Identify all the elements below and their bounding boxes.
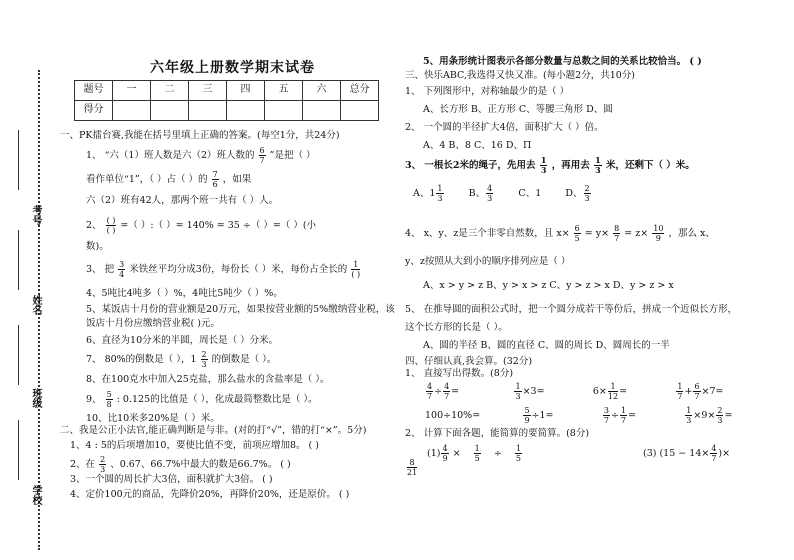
judge-q2 bbox=[70, 455, 291, 474]
frac-num: 6 bbox=[574, 224, 580, 233]
frac-one-third bbox=[594, 156, 602, 175]
frac-den: 9 bbox=[655, 234, 661, 243]
frac-one-third bbox=[514, 382, 521, 401]
frac-one-fifth bbox=[515, 444, 522, 463]
right-column bbox=[405, 54, 790, 554]
frac-den: 3 bbox=[487, 194, 493, 203]
frac-num: 1 bbox=[608, 382, 618, 392]
calc-row-2 bbox=[425, 406, 732, 425]
choice-q5-line2: 这个长方形的长是（ ）。 bbox=[405, 322, 508, 333]
judge-q3: 3、一个圆的周长扩大3倍，面积就扩大3倍。 ( ) bbox=[70, 474, 273, 485]
frac-num: 7 bbox=[212, 170, 218, 179]
choice-q4-line2: y、z按照从大到小的顺序排列应是（ ） bbox=[405, 256, 571, 267]
score-table bbox=[74, 80, 379, 121]
frac-den: 7 bbox=[259, 156, 265, 165]
frac-eight-sevenths bbox=[613, 224, 620, 243]
calc-expr: 100÷10%= bbox=[425, 410, 481, 421]
frac-num: 2 bbox=[201, 350, 207, 359]
frac-four-thirds bbox=[486, 184, 493, 203]
frac-den: 3 bbox=[686, 416, 692, 425]
frac-num: 4 bbox=[487, 184, 493, 193]
q3-text: 米铁丝平均分成3份，每份长（ ）米，每份占全长的 bbox=[129, 264, 348, 275]
calc-expr: ×7= bbox=[701, 386, 724, 397]
calc-row-1 bbox=[425, 382, 724, 401]
q4-line: 4、5吨比4吨多（ ）%，4吨比5吨少（ ）%。 bbox=[86, 288, 283, 299]
frac-num: ( ) bbox=[106, 216, 116, 225]
q1-line2 bbox=[86, 170, 251, 189]
q8-line: 8、在100克水中加入25克盐，那么盐水的含盐率是（ ）。 bbox=[86, 374, 330, 385]
calc-part2-heading: 2、 计算下面各题，能简算的要简算。(8分) bbox=[405, 428, 590, 439]
frac-den: 9 bbox=[524, 416, 530, 425]
op-times: × bbox=[452, 448, 461, 459]
frac-three-quarters bbox=[118, 260, 125, 279]
frac-den: 5 bbox=[474, 454, 480, 463]
q2-line2: 数)。 bbox=[86, 241, 109, 252]
frac-four-sevenths bbox=[710, 444, 717, 463]
section-4-heading: 四、仔细认真,我会算。(32分) bbox=[405, 356, 533, 367]
q1-text: ，如果 bbox=[222, 174, 252, 185]
calc-problem-3: (3) (15 − 14× $\frac{4}{7}$ )× bbox=[643, 444, 731, 463]
choice-text: ，再用去 bbox=[551, 160, 590, 171]
q1-line1 bbox=[86, 146, 316, 165]
frac-den: 6 bbox=[212, 180, 218, 189]
q10-line: 10、比10米多20%是（ ）米。 bbox=[86, 413, 220, 424]
frac-den: 3 bbox=[584, 194, 590, 203]
q9-text: : 0.125的比值是（ ），化成最简整数比是（ ）。 bbox=[116, 394, 318, 405]
frac-num: 3 bbox=[603, 406, 609, 415]
score-cell[interactable] bbox=[113, 101, 151, 121]
frac-two-thirds bbox=[716, 406, 723, 425]
frac-den: 7 bbox=[711, 454, 717, 463]
frac-one-seventh: $\frac{1}{7}$ bbox=[620, 406, 626, 425]
frac-den: 7 bbox=[603, 416, 609, 425]
option-a: A、1 bbox=[413, 188, 436, 199]
frac-five-ninths bbox=[523, 406, 530, 425]
binding-margin bbox=[6, 70, 50, 550]
q3-line bbox=[86, 260, 361, 279]
op-equals: = bbox=[451, 386, 460, 397]
choice-q2-options[interactable]: A、4 B、8 C、16 D、Π bbox=[423, 140, 532, 151]
option-d: D、 bbox=[565, 188, 583, 199]
frac-num: 6 bbox=[694, 382, 700, 391]
frac-num: 1 bbox=[353, 260, 359, 269]
frac-den: 7 bbox=[694, 392, 700, 401]
frac-num: 5 bbox=[106, 390, 112, 399]
frac-den: 5 bbox=[574, 234, 580, 243]
frac-den: ( ) bbox=[106, 226, 116, 235]
score-cell[interactable] bbox=[303, 101, 341, 121]
judge-q1: 1、4 : 5的后项增加10，要使比值不变，前项应增加8。 ( ) bbox=[70, 440, 319, 451]
frac-den: 4 bbox=[119, 270, 125, 279]
q2-line1 bbox=[86, 216, 316, 235]
q1-text: ”是把（ ） bbox=[269, 150, 316, 161]
calc-expr: ×3= bbox=[522, 386, 545, 397]
frac-one-fifth bbox=[474, 444, 481, 463]
score-value-row bbox=[75, 101, 379, 121]
frac-two-thirds bbox=[99, 455, 106, 474]
calc-expr: ÷1= bbox=[531, 410, 554, 421]
frac-den: ( ) bbox=[351, 270, 361, 279]
left-column bbox=[60, 58, 395, 553]
choice-text: 4、 x、y、z是三个非零自然数，且 x× bbox=[405, 228, 570, 239]
op-equals: = bbox=[619, 386, 628, 397]
score-cell[interactable] bbox=[151, 101, 189, 121]
frac-den: 12 bbox=[607, 392, 619, 401]
frac-den: 3 bbox=[515, 392, 521, 401]
frac-den: 3 bbox=[595, 165, 601, 175]
q7-text: 的倒数是（ ）。 bbox=[211, 354, 277, 365]
frac-four-sevenths bbox=[443, 382, 450, 401]
op-equals: = bbox=[724, 410, 733, 421]
q1-text: 1、 “六（1）班人数是六（2）班人数的 bbox=[86, 150, 255, 161]
frac-den: 8 bbox=[106, 400, 112, 409]
frac-blank[interactable] bbox=[106, 216, 117, 235]
page-title: 六年级上册数学期末试卷 bbox=[150, 60, 315, 76]
q6-line: 6、直径为10分米的半圆，周长是（ ）分米。 bbox=[86, 335, 279, 346]
q1-text: 看作单位“1”，（ ）占（ ）的 bbox=[86, 174, 208, 185]
frac-den: 3 bbox=[540, 165, 547, 175]
class-label: 班级 bbox=[30, 388, 41, 408]
frac-num: 2 bbox=[717, 406, 723, 415]
frac-num: 10 bbox=[653, 224, 664, 233]
frac-num: 1 bbox=[595, 155, 601, 165]
score-header-cell: 二 bbox=[151, 81, 189, 101]
frac-num: 2 bbox=[584, 184, 590, 193]
frac-six-fifths bbox=[574, 224, 581, 243]
choice-text: = z× bbox=[624, 228, 649, 239]
score-header-cell: 四 bbox=[227, 81, 265, 101]
q1-line3: 六（2）班有42人，那两个班一共有（ ）人。 bbox=[86, 195, 279, 206]
calc-problem-1 bbox=[427, 444, 523, 463]
frac-one-seventh: $\frac{1}{7}$ bbox=[677, 382, 683, 401]
score-cell[interactable] bbox=[265, 101, 303, 121]
score-header-cell: 一 bbox=[113, 81, 151, 101]
choice-text: = y× bbox=[584, 228, 610, 239]
score-header-cell: 三 bbox=[189, 81, 227, 101]
frac-eight-twentyfirsts bbox=[407, 458, 417, 477]
section-1-heading: 一、PK擂台赛,我能在括号里填上正确的答案。(每空1分，共24分) bbox=[60, 130, 340, 141]
judge-q5: 5、用条形统计图表示各部分数量与总数之间的关系比较恰当。 ( ) bbox=[423, 56, 702, 67]
frac-den: 3 bbox=[437, 194, 443, 203]
frac-num: 1 bbox=[437, 184, 443, 193]
choice-q3 bbox=[405, 156, 695, 175]
frac-one-third bbox=[436, 184, 443, 203]
op-plus: + bbox=[684, 386, 693, 397]
frac-num: 8 bbox=[407, 458, 417, 468]
q2-text: =（ ）:（ ）= 140% = 35 ÷（ ）=（ ）(小 bbox=[120, 220, 317, 231]
score-header-cell: 五 bbox=[265, 81, 303, 101]
choice-q1-options[interactable]: A、长方形 B、正方形 C、等腰三角形 D、圆 bbox=[423, 104, 613, 115]
choice-q4-options[interactable]: A、x > y > z B、y > x > z C、y > z > x D、y > z > x bbox=[423, 280, 674, 291]
frac-num: 5 bbox=[524, 406, 530, 415]
name-label: 姓名 bbox=[30, 295, 41, 315]
judge-text: 、0.67、66.7%中最大的数是66.7%。 ( ) bbox=[110, 459, 291, 470]
choice-q5-options[interactable]: A、圆的半径 B、圆的直径 C、圆的周长 D、圆周长的一半 bbox=[423, 340, 670, 351]
op-divide: ÷ bbox=[493, 448, 502, 459]
score-cell[interactable] bbox=[341, 101, 379, 121]
exam-number-blank[interactable] bbox=[18, 130, 19, 190]
score-header-cell: 六 bbox=[303, 81, 341, 101]
calc-expr: ×9× bbox=[693, 410, 716, 421]
choice-q4-line1 bbox=[405, 224, 715, 243]
choice-text: 米，还剩下（ ）米。 bbox=[605, 160, 695, 171]
q9-text: 9、 bbox=[86, 394, 102, 405]
frac-six-sevenths bbox=[259, 146, 266, 165]
frac-num: 1 bbox=[686, 406, 692, 415]
choice-q1: 1、 下列图形中，对称轴最少的是（ ） bbox=[405, 86, 570, 97]
calc-expr: 6× bbox=[592, 386, 607, 397]
score-cell[interactable] bbox=[227, 101, 265, 121]
section-3-heading: 三、快乐ABC,我选得又快又准。(每小题2分，共10分) bbox=[405, 70, 636, 81]
school-blank[interactable] bbox=[18, 420, 19, 480]
frac-six-sevenths bbox=[693, 382, 700, 401]
frac-num: 1 bbox=[515, 444, 521, 453]
q3-text: 3、 把 bbox=[86, 264, 115, 275]
problem-number: (1) bbox=[427, 448, 441, 459]
frac-den: 7 bbox=[614, 234, 620, 243]
section-2-heading: 二、我是公正小法官,能正确判断是与非。(对的打“√”，错的打“×”。5分) bbox=[60, 425, 367, 436]
q7-text: 7、 80%的倒数是（ ），1 bbox=[86, 354, 197, 365]
score-header-cell: 总分 bbox=[341, 81, 379, 101]
choice-q3-options[interactable] bbox=[413, 184, 592, 203]
option-b: B、 bbox=[468, 188, 486, 199]
frac-two-thirds bbox=[584, 184, 591, 203]
q5-line2: 饭店十月份应缴纳营业税( )元。 bbox=[86, 318, 220, 329]
choice-text: 3、 一根长2米的绳子，先用去 bbox=[405, 160, 536, 171]
name-blank[interactable] bbox=[18, 230, 19, 290]
class-blank[interactable] bbox=[18, 325, 19, 385]
frac-one-twelfth bbox=[608, 382, 618, 401]
choice-q5-line1: 5、 在推导圆的面积公式时，把一个圆分成若干等份后，拼成一个近似长方形， bbox=[405, 304, 738, 315]
q5-line1: 5、某饭店十月份的营业额是20万元，如果按营业额的5%缴纳营业税，该 bbox=[86, 304, 395, 315]
op-divide: ÷ bbox=[610, 410, 619, 421]
frac-den: 5 bbox=[515, 454, 521, 463]
frac-one-third bbox=[540, 156, 548, 175]
frac-den: 3 bbox=[201, 360, 207, 369]
frac-num: 4 bbox=[444, 382, 450, 391]
score-header-cell: 题号 bbox=[75, 81, 113, 101]
frac-den: 7 bbox=[444, 392, 450, 401]
judge-text: 2、在 bbox=[70, 459, 96, 470]
frac-three-sevenths bbox=[603, 406, 610, 425]
frac-one-blank[interactable] bbox=[351, 260, 360, 279]
frac-num: 6 bbox=[259, 146, 265, 155]
frac-num: 8 bbox=[614, 224, 620, 233]
frac-num: 4 bbox=[427, 382, 433, 391]
score-header-row bbox=[75, 81, 379, 101]
frac-den: 7 bbox=[427, 392, 433, 401]
q2-number: 2、 bbox=[86, 220, 102, 231]
frac-num: 1 bbox=[515, 382, 521, 391]
frac-num: 3 bbox=[119, 260, 125, 269]
frac-seven-sixths bbox=[212, 170, 219, 189]
op-equals: = bbox=[628, 410, 636, 421]
frac-num: 4 bbox=[711, 444, 717, 453]
option-c: C、1 bbox=[518, 188, 542, 199]
choice-text: ，那么 x、 bbox=[668, 228, 715, 239]
judge-q4: 4、定价100元的商品，先降价20%，再降价20%，还是原价。 ( ) bbox=[70, 489, 350, 500]
frac-four-ninths: $\frac{4}{9}$ bbox=[442, 444, 448, 463]
frac-one-third bbox=[685, 406, 692, 425]
frac-five-eighths bbox=[106, 390, 113, 409]
frac-num: 1 bbox=[540, 155, 547, 165]
calc-part1-heading: 1、 直接写出得数。(8分) bbox=[405, 368, 514, 379]
score-cell[interactable] bbox=[189, 101, 227, 121]
frac-den: 3 bbox=[100, 465, 106, 474]
problem-text: (3) (15 − 14× bbox=[643, 448, 710, 459]
op-divide: ÷ bbox=[434, 386, 443, 397]
frac-ten-ninths bbox=[652, 224, 664, 243]
frac-den: 3 bbox=[717, 416, 723, 425]
q7-line bbox=[86, 350, 276, 369]
frac-den: 21 bbox=[407, 468, 418, 477]
frac-num: 1 bbox=[474, 444, 480, 453]
school-label: 学校 bbox=[30, 485, 41, 505]
frac-num: 2 bbox=[100, 455, 106, 464]
frac-four-sevenths bbox=[426, 382, 433, 401]
frac-two-thirds bbox=[201, 350, 208, 369]
exam-number-label: 考号 bbox=[30, 205, 41, 225]
choice-q2: 2、 一个圆的半径扩大4倍，面积扩大（ ）倍。 bbox=[405, 122, 604, 133]
q9-line bbox=[86, 390, 318, 409]
calc-problem-continuation bbox=[406, 458, 418, 477]
score-row-label: 得分 bbox=[75, 101, 113, 121]
